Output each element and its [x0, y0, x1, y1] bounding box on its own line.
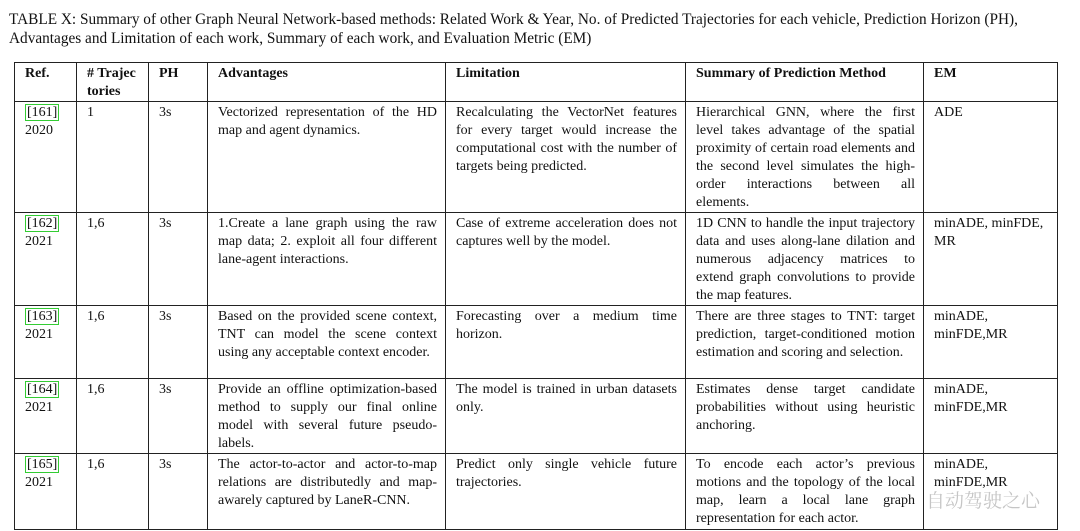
advantages-cell: The actor-to-actor and actor-to-map relations are distributedly and map-awarely captured by LaneR-CNN. [208, 454, 446, 530]
summary-cell: To encode each actor’s previous motions and the topology of the local map, learn a local lane graph representation for each actor. [686, 454, 924, 530]
header-limitation: Limitation [446, 63, 686, 102]
header-em: EM [924, 63, 1058, 102]
em-cell: ADE [924, 102, 1058, 213]
limitation-cell: The model is trained in urban datasets only. [446, 379, 686, 454]
table-row [15, 454, 1058, 530]
ref-cell [15, 379, 77, 454]
ref-cell [15, 213, 77, 306]
summary-cell: Hierarchical GNN, where the first level takes advantage of the spatial proximity of certain road elements and the second level simulates the high-order interactions between all elements. [686, 102, 924, 213]
header-summary: Summary of Prediction Method [686, 63, 924, 102]
ref-cell [15, 102, 77, 213]
header-row [15, 63, 1058, 102]
table-row [15, 379, 1058, 454]
advantages-cell: Vectorized representation of the HD map and agent dynamics. [208, 102, 446, 213]
ph-cell: 3s [149, 454, 208, 530]
summary-cell: 1D CNN to handle the input trajectory data and uses along-lane dilation and numerous adjacency matrices to extend graph convolutions to provide the map features. [686, 213, 924, 306]
ref-cell [15, 306, 77, 379]
trajectories-cell: 1,6 [77, 213, 149, 306]
citation-link[interactable]: [165] [27, 457, 58, 472]
header-trajectories: # Trajec tories [77, 63, 149, 102]
limitation-cell: Forecasting over a medium time horizon. [446, 306, 686, 379]
trajectories-cell: 1,6 [77, 379, 149, 454]
table-row [15, 306, 1058, 379]
table-row [15, 102, 1058, 213]
ref-cell [15, 454, 77, 530]
citation-link[interactable]: [163] [27, 309, 58, 324]
em-cell: minADE, minFDE, MR [924, 213, 1058, 306]
watermark: 自动驾驶之心 [926, 490, 1041, 512]
trajectories-cell: 1,6 [77, 306, 149, 379]
limitation-cell: Case of extreme acceleration does not captures well by the model. [446, 213, 686, 306]
em-cell: minADE, minFDE,MR [924, 454, 1058, 530]
header-ph: PH [149, 63, 208, 102]
table-caption: TABLE X: Summary of other Graph Neural Network-based methods: Related Work & Year, No. of Predicted Trajectories for each vehicle, Prediction Horizon (PH), Advantages and Limitation of each work, Summary of each work, and Evaluation Metric (EM) [9, 11, 1018, 47]
header-ref: Ref. [15, 63, 77, 102]
header-advantages: Advantages [208, 63, 446, 102]
advantages-cell: Based on the provided scene context, TNT can model the scene context using any acceptable context encoder. [208, 306, 446, 379]
summary-table [14, 62, 1058, 530]
limitation-cell: Recalculating the VectorNet features for every target would increase the computational cost with the number of targets being predicted. [446, 102, 686, 213]
summary-cell: There are three stages to TNT: target prediction, target-conditioned motion estimation and scoring and selection. [686, 306, 924, 379]
citation-link[interactable]: [161] [27, 105, 58, 120]
ph-cell: 3s [149, 379, 208, 454]
advantages-cell: 1.Create a lane graph using the raw map data; 2. exploit all four different lane-agent interactions. [208, 213, 446, 306]
citation-link[interactable]: [162] [27, 216, 58, 231]
year: 2020 [25, 123, 53, 138]
year: 2021 [25, 234, 53, 249]
summary-cell: Estimates dense target candidate probabilities without using heuristic anchoring. [686, 379, 924, 454]
em-cell: minADE, minFDE,MR [924, 379, 1058, 454]
ph-cell: 3s [149, 213, 208, 306]
citation-link[interactable]: [164] [27, 382, 58, 397]
table-row [15, 213, 1058, 306]
ph-cell: 3s [149, 306, 208, 379]
advantages-cell: Provide an offline optimization-based method to supply our final online model with several future pseudo-labels. [208, 379, 446, 454]
trajectories-cell: 1,6 [77, 454, 149, 530]
limitation-cell: Predict only single vehicle future trajectories. [446, 454, 686, 530]
year: 2021 [25, 400, 53, 415]
em-cell: minADE, minFDE,MR [924, 306, 1058, 379]
trajectories-cell: 1 [77, 102, 149, 213]
ph-cell: 3s [149, 102, 208, 213]
year: 2021 [25, 327, 53, 342]
year: 2021 [25, 475, 53, 490]
